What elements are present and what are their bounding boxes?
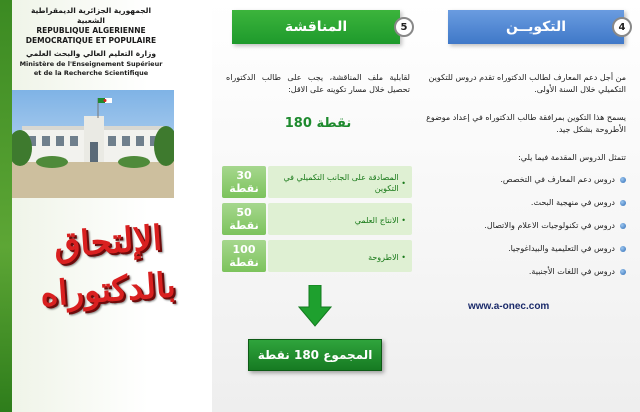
total-points-banner: المجموع 180 نقطة: [248, 339, 382, 371]
title-art-line-2: بالدكتوراه: [38, 265, 178, 315]
list-item-text: دروس في منهجية البحث.: [530, 198, 615, 207]
points-value: 30: [236, 169, 252, 182]
required-points: 180 نقطة: [284, 116, 352, 131]
bullet-icon: [620, 200, 626, 206]
university-building-photo: [12, 90, 174, 198]
republic-french: REPUBLIQUE ALGERIENNE DEMOCRATIQUE ET POPULAIRE: [25, 26, 157, 45]
ministry-french-2: et de la Recherche Scientifique: [33, 69, 149, 77]
list-item: [426, 243, 626, 266]
section-header-training: التكويــن: [448, 10, 624, 44]
republic-arabic: الجمهورية الجزائرية الديمقراطية الشعبية: [30, 6, 152, 25]
points-row: [222, 240, 412, 272]
points-box: [222, 240, 266, 272]
defense-intro-text: لقابلية ملف المناقشة، يجب على طالب الدكتوراه تحصيل خلال مسار تكوينه على الاقل:: [226, 73, 410, 94]
ministry-arabic: وزارة التعليم العالي والبحث العلمي: [25, 49, 157, 58]
points-item-label: [268, 203, 412, 235]
points-unit: نقطة: [229, 256, 259, 269]
points-value: 100: [232, 243, 256, 256]
section-header-defense: المناقشة: [232, 10, 400, 44]
list-item: [426, 266, 626, 289]
list-item-text: دروس في التعليمية والبيداغوجيا.: [508, 244, 615, 253]
points-box: [222, 203, 266, 235]
website-link[interactable]: www.a-onec.com: [468, 301, 550, 312]
bullet-dot: •: [398, 252, 406, 262]
section-number-badge-4: 4: [612, 17, 632, 37]
green-border-strip: [0, 0, 12, 412]
list-item-text: دروس دعم المعارف في التخصص.: [500, 175, 615, 184]
ministry-french-1: Ministère de l'Enseignement Supérieur: [19, 60, 163, 68]
courses-lead-text: تتمثل الدروس المقدمة فيما يلي:: [518, 153, 626, 162]
points-row: [222, 166, 412, 198]
bullet-icon: [620, 246, 626, 252]
points-unit: نقطة: [229, 182, 259, 195]
bullet-icon: [620, 223, 626, 229]
list-item: [426, 220, 626, 243]
down-arrow-icon: [298, 285, 332, 331]
list-item-text: دروس في اللغات الأجنبية.: [528, 267, 615, 276]
training-purpose-text: يسمح هذا التكوين بمرافقة طالب الدكتوراه في إعداد موضوع الأطروحة بشكل جيد.: [426, 113, 626, 134]
item-text: المصادقة على الجانب التكميلي في التكوين: [283, 173, 399, 193]
list-item: [426, 174, 626, 197]
courses-list: [426, 174, 626, 289]
item-text: الانتاج العلمي: [354, 215, 399, 225]
points-box: [222, 166, 266, 198]
points-item-label: [268, 166, 412, 198]
points-unit: نقطة: [229, 219, 259, 232]
training-intro-text: من أجل دعم المعارف لطالب الدكتوراه تقدم دروس للتكوين التكميلي خلال السنة الأولى.: [428, 73, 626, 94]
points-row: [222, 203, 412, 235]
list-item: [426, 197, 626, 220]
points-value: 50: [236, 206, 252, 219]
bullet-dot: •: [398, 178, 406, 188]
section-number-badge-5: 5: [394, 17, 414, 37]
bullet-icon: [620, 269, 626, 275]
list-item-text: دروس في تكنولوجيات الاعلام والاتصال.: [484, 221, 615, 230]
bullet-dot: •: [398, 215, 406, 225]
item-text: الاطروحة: [368, 252, 399, 262]
ministry-header: [16, 6, 166, 78]
title-art-line-1: الإلتحاق: [52, 218, 164, 266]
bullet-icon: [620, 177, 626, 183]
points-item-label: [268, 240, 412, 272]
